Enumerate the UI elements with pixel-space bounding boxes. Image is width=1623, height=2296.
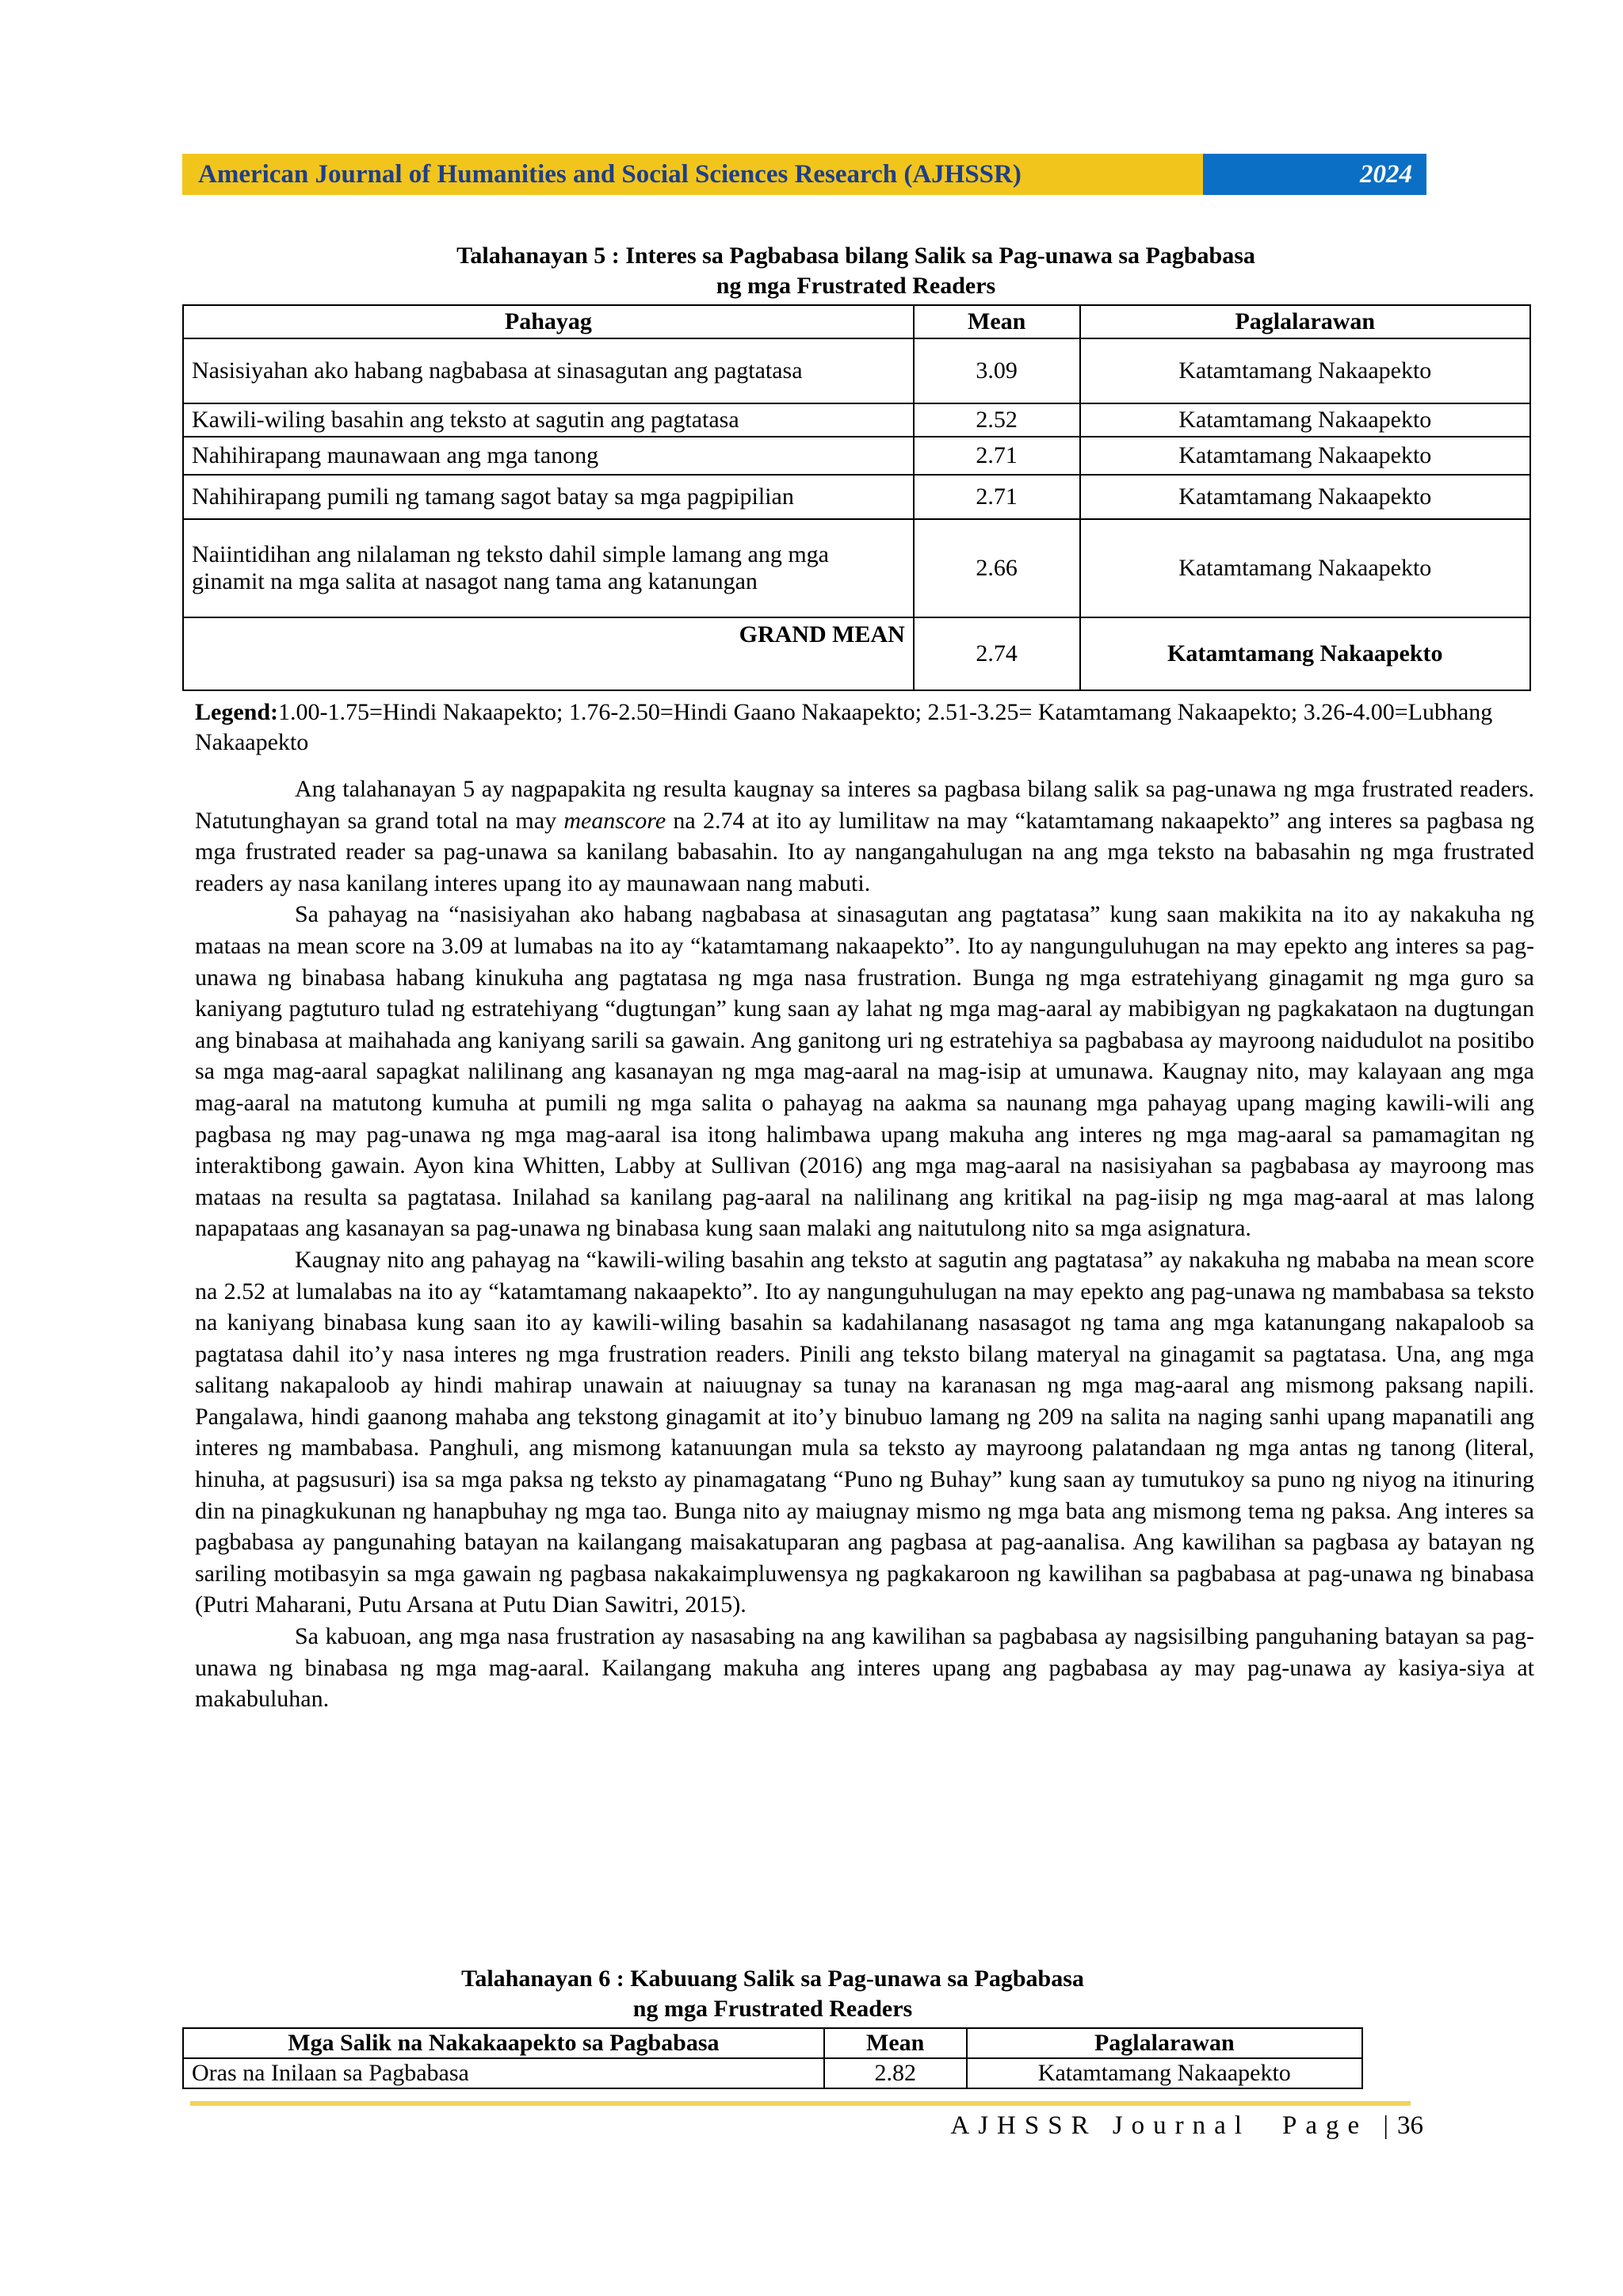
row-mean: 2.71 bbox=[914, 437, 1080, 475]
table-row bbox=[183, 403, 1530, 437]
column-header-pahayag: Pahayag bbox=[183, 305, 914, 338]
journal-year: 2024 bbox=[1203, 154, 1426, 195]
row-statement: Nasisiyahan ako habang nagbabasa at sinasagutan ang pagtatasa bbox=[183, 338, 914, 403]
table-row bbox=[183, 519, 1530, 617]
row-description: Katamtamang Nakaapekto bbox=[1080, 403, 1530, 437]
grand-mean-row bbox=[183, 617, 1530, 690]
table5-caption-line1: Talahanayan 5 : Interes sa Pagbabasa bilang Salik sa Pag-unawa sa Pagbabasa bbox=[456, 243, 1255, 269]
table-row bbox=[183, 338, 1530, 403]
row-description: Katamtamang Nakaapekto bbox=[967, 2058, 1362, 2088]
row-description: Katamtamang Nakaapekto bbox=[1080, 519, 1530, 617]
column-header-salik: Mga Salik na Nakakaapekto sa Pagbabasa bbox=[183, 2028, 824, 2058]
journal-header bbox=[182, 154, 1426, 195]
emphasis-term: meanscore bbox=[563, 807, 666, 834]
column-header-paglalarawan: Paglalarawan bbox=[967, 2028, 1362, 2058]
row-statement: Naiintidihan ang nilalaman ng teksto dahil simple lamang ang mga ginamit na mga salita at nasagot nang tama ang katanungan bbox=[183, 519, 914, 617]
footer-journal: AJHSSR Journal bbox=[950, 2111, 1251, 2140]
column-header-mean: Mean bbox=[914, 305, 1080, 338]
table5 bbox=[182, 304, 1531, 691]
row-mean: 2.52 bbox=[914, 403, 1080, 437]
row-statement: Nahihirapang maunawaan ang mga tanong bbox=[183, 437, 914, 475]
grand-mean-value: 2.74 bbox=[914, 617, 1080, 690]
row-factor: Oras na Inilaan sa Pagbabasa bbox=[183, 2058, 824, 2088]
paragraph: Kaugnay nito ang pahayag na “kawili-wiling basahin ang teksto at sagutin ang pagtatasa” ay nakakuha ng mababa na mean score na 2.52 at lumalabas na ito ay “katamtamang nakaapekto”. Ito ay nangunguhulugan na may epekto ang pag-unawa ng mambabasa sa teksto na kaniyang binabasa kung saan ito ay kawili-wiling basahin sa kadahilanang nasasagot ng tama ang mga katanungang nakapaloob sa pagtatasa dahil ito’y nasa interes ng mga frustration readers. Pinili ang teksto bilang materyal na ginagamit sa pagtatasa. Una, ang mga salitang nakapaloob ay hindi mahirap unawain at naiuugnay sa tunay na karanasan ng mga mag-aaral ang mismong paksang napili. Pangalawa, hindi gaanong mahaba ang tekstong ginagamit at ito’y binubuo lamang ng 209 na salita na naging sanhi upang mapanatili ang interes ng mambabasa. Panghuli, ang mismong katanuungan mula sa teksto ay mayroong palatandaan ng mga antas ng tanong (literal, hinuha, at pagsusuri) isa sa mga paksa ng teksto ay pinamagatang “Puno ng Buhay” kung saan ay tumutukoy sa puno ng niyog na itinuring din na pinagkukunan ng hanapbuhay ng mga tao. Bunga nito ay maiugnay mismo ng mga bata ang mismong tema ng paksa. Ang interes sa pagbabasa ay pangunahing batayan na kailangang maisakatuparan ang pagbasa at pag-aanalisa. Ang kawilihan sa pagbasa ay batayan ng sariling motibasyin sa mga gawain ng pagbasa nakakaimpluwensya ng pagkakaroon ng kawilihan sa pagbabasa at pag-unawa ng binabasa (Putri Maharani, Putu Arsana at Putu Dian Sawitri, 2015). bbox=[195, 1246, 1534, 1618]
column-header-paglalarawan: Paglalarawan bbox=[1080, 305, 1530, 338]
footer-page-label: Page | bbox=[1281, 2111, 1397, 2140]
column-header-mean: Mean bbox=[824, 2028, 967, 2058]
table5-legend bbox=[195, 697, 1534, 758]
table5-caption bbox=[182, 241, 1529, 301]
row-description: Katamtamang Nakaapekto bbox=[1080, 475, 1530, 519]
table-row bbox=[183, 437, 1530, 475]
page-number: 36 bbox=[1397, 2111, 1423, 2140]
table-header-row bbox=[183, 305, 1530, 338]
body-text bbox=[195, 774, 1534, 1715]
row-description: Katamtamang Nakaapekto bbox=[1080, 338, 1530, 403]
paragraph: Sa pahayag na “nasisiyahan ako habang nagbabasa at sinasagutan ang pagtatasa” kung saan makikita na ito ay nakakuha ng mataas na mean score na 3.09 at lumabas na ito ay “katamtamang nakaapekto”. Ito ay nangunguluhugan na may epekto ang interes sa pag-unawa ng binabasa habang kinukuha ang pagtatasa ng mga nasa frustration. Bunga ng mga estratehiyang ginagamit ng mga guro sa kaniyang pagtuturo tulad ng estratehiyang “dugtungan” kung saan ay lahat ng mga mag-aaral ay mabibigyan ng pagkakataon na dugtungan ang binabasa at maihahada ang kaniyang sarili sa gawain. Ang ganitong uri ng estratehiya sa pagbabasa ay mayroong naidudulot na positibo sa mga mag-aaral sapagkat nalilinang ang kasanayan ng mga mag-aaral na mag-isip at umunawa. Kaugnay nito, may kalayaan ang mga mag-aaral na matutong kumuha at pumili ng mga salita o pahayag na aakma sa naunang mga pahayag upang maging kawili-wili ang pagbasa ng may pag-unawa ng mga mag-aaral isa itong halimbawa upang makuha ang interes ng mga mag-aaral sa pamamagitan ng interaktibong gawain. Ayon kina Whitten, Labby at Sullivan (2016) ang mga mag-aaral na nasisiyahan sa pagbabasa ay mayroong mas mataas na resulta sa pagtatasa. Inilahad sa kanilang pag-aaral na nalilinang ang kritikal na pag-iisip ng mga mag-aaral at mas lalong napapataas ang kasanayan sa pag-unawa ng binabasa kung saan malaki ang naitutulong nito sa mga asignatura. bbox=[195, 901, 1534, 1242]
grand-mean-description: Katamtamang Nakaapekto bbox=[1080, 617, 1530, 690]
row-mean: 3.09 bbox=[914, 338, 1080, 403]
row-mean: 2.66 bbox=[914, 519, 1080, 617]
table6-caption-line1: Talahanayan 6 : Kabuuang Salik sa Pag-unawa sa Pagbabasa bbox=[461, 1966, 1084, 1992]
row-description: Katamtamang Nakaapekto bbox=[1080, 437, 1530, 475]
page-footer bbox=[950, 2111, 1423, 2141]
row-statement: Nahihirapang pumili ng tamang sagot batay sa mga pagpipilian bbox=[183, 475, 914, 519]
table6-caption bbox=[182, 1964, 1363, 2024]
table-row bbox=[183, 2058, 1362, 2088]
legend-label: Legend: bbox=[195, 699, 278, 725]
table-header-row bbox=[183, 2028, 1362, 2058]
paragraph: Sa kabuoan, ang mga nasa frustration ay nasasabing na ang kawilihan sa pagbabasa ay nagsisilbing panguhaning batayan sa pag-unawa ng binabasa ng mga mag-aaral. Kailangang makuha ang interes upang ang pagbabasa ay may pag-unawa ay kasiya-siya at makabuluhan. bbox=[195, 1623, 1534, 1713]
table6-caption-line2: ng mga Frustrated Readers bbox=[632, 1996, 913, 2022]
row-statement: Kawili-wiling basahin ang teksto at sagutin ang pagtatasa bbox=[183, 403, 914, 437]
table5-caption-line2: ng mga Frustrated Readers bbox=[716, 273, 996, 299]
paragraph: Ang talahanayan 5 ay nagpapakita ng resulta kaugnay sa interes sa pagbasa bilang salik sa pag-unawa ng mga frustrated readers. Natutunghayan sa grand total na may meanscore na 2.74 at ito ay lumilitaw na may “katamtamang nakaapekto” ang interes sa pagbasa ng mga frustrated reader sa pag-unawa sa kanilang babasahin. Ito ay nangangahulugan na ang mga teksto na babasahin ng mga frustrated readers ay nasa kanilang interes upang ito ay maunawaan nang mabuti. bbox=[195, 776, 1534, 896]
footer-divider bbox=[190, 2101, 1411, 2106]
table6 bbox=[182, 2027, 1363, 2089]
table-row bbox=[183, 475, 1530, 519]
journal-title: American Journal of Humanities and Social Sciences Research (AJHSSR) bbox=[182, 154, 1203, 195]
row-mean: 2.71 bbox=[914, 475, 1080, 519]
legend-text: 1.00-1.75=Hindi Nakaapekto; 1.76-2.50=Hindi Gaano Nakaapekto; 2.51-3.25= Katamtamang Nakaapekto; 3.26-4.00=Lubhang Nakaapekto bbox=[195, 699, 1493, 755]
grand-mean-label: GRAND MEAN bbox=[183, 617, 914, 690]
row-mean: 2.82 bbox=[824, 2058, 967, 2088]
